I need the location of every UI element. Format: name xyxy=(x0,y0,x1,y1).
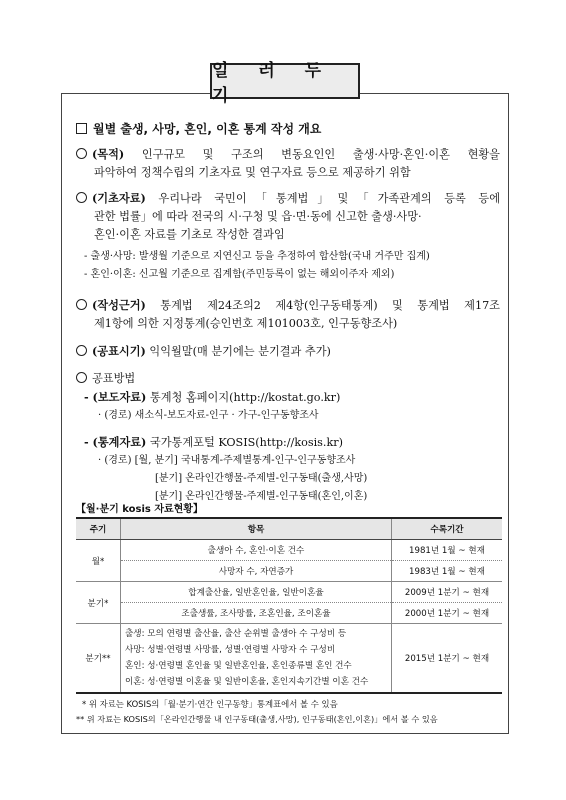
header-period: 주기 xyxy=(76,518,121,540)
kosis-label: - (통계자료) xyxy=(84,435,147,449)
item-line: 혼인: 성·연령별 혼인율 및 일반혼인율, 혼인종류별 혼인 건수 xyxy=(125,661,352,671)
purpose-line2: 파악하여 정책수립의 기초자료 및 연구자료 등으로 제공하기 위함 xyxy=(94,166,411,179)
section-heading: 월별 출생, 사망, 혼인, 이혼 통계 작성 개요 xyxy=(93,122,322,136)
basis-line1: 우리나라 국민이「통계법」및「가족관계의 등록 등에 xyxy=(158,192,501,205)
frame-top-right xyxy=(358,93,508,94)
square-bullet-icon xyxy=(76,123,87,134)
legal-basis-block xyxy=(76,296,500,333)
basis-label: (기초자료) xyxy=(92,191,146,205)
press-text: 통계청 홈페이지(http://kostat.go.kr) xyxy=(149,391,341,404)
footnote-1: * 위 자료는 KOSIS의「월·분기·연간 인구동향」통계표에서 볼 수 있음 xyxy=(82,699,338,709)
item-line: 이혼: 성·연령별 이혼율 및 일반이혼율, 혼인지속기간별 이혼 건수 xyxy=(125,677,369,687)
page-title: 일 러 두 기 xyxy=(212,61,334,106)
circle-bullet-icon xyxy=(76,148,87,159)
circle-bullet-icon xyxy=(76,299,87,310)
legal-label: (작성근거) xyxy=(92,298,146,312)
item-cell: 합계출산율, 일반혼인율, 일반이혼율 xyxy=(121,582,392,603)
title-box xyxy=(210,61,360,106)
kosis-text: 국가통계포털 KOSIS(http://kosis.kr) xyxy=(149,436,343,449)
item-cell-multi xyxy=(121,624,392,694)
kosis-path1: · (경로) [월, 분기] 국내통계-주제별통계-인구-인구동향조사 xyxy=(98,455,356,466)
kosis-data-table xyxy=(76,517,502,694)
release-label: (공표시기) xyxy=(92,344,146,358)
kosis-path2: [분기] 온라인간행물-주제별-인구동태(출생,사망) xyxy=(155,473,368,484)
table-title: 【월·분기 kosis 자료현황】 xyxy=(76,504,203,515)
range-cell: 2009년 1분기 ~ 현재 xyxy=(392,582,503,603)
circle-bullet-icon xyxy=(76,345,87,356)
range-cell: 2015년 1분기 ~ 현재 xyxy=(392,624,503,694)
frame-top-left xyxy=(61,93,210,94)
press-path: · (경로) 새소식-보도자료-인구 · 가구-인구동향조사 xyxy=(98,410,319,421)
item-line: 사망: 성별·연령별 사망률, 성별·연령별 사망자 수 구성비 xyxy=(125,645,336,655)
legal-line2: 제1항에 의한 지정통계(승인번호 제101003호, 인구동향조사) xyxy=(94,317,398,330)
table-row xyxy=(76,561,502,582)
kosis-path3: [분기] 온라인간행물-주제별-인구동태(혼인,이혼) xyxy=(155,491,368,502)
table-row xyxy=(76,582,502,603)
period-quarterly-detail: 분기** xyxy=(76,624,121,694)
table-row xyxy=(76,540,502,561)
item-line: 출생: 모의 연령별 출산율, 출산 순위별 출생아 수 구성비 등 xyxy=(125,629,347,639)
range-cell: 1983년 1월 ~ 현재 xyxy=(392,561,503,582)
period-quarterly: 분기* xyxy=(76,582,121,624)
publication-block xyxy=(76,370,500,506)
item-cell: 사망자 수, 자연증가 xyxy=(121,561,392,582)
release-block xyxy=(76,342,500,361)
table-row xyxy=(76,624,502,694)
footnote-2: ** 위 자료는 KOSIS의「온라인간행물 내 인구동태(출생,사망), 인구동태(혼인,이혼)」에서 볼 수 있음 xyxy=(76,714,438,724)
section-heading-row xyxy=(76,120,500,138)
publication-label: 공표방법 xyxy=(92,372,136,385)
item-cell: 조출생률, 조사망률, 조혼인율, 조이혼율 xyxy=(121,603,392,624)
circle-bullet-icon xyxy=(76,192,87,203)
basis-dash1: - 출생·사망: 발생월 기준으로 지연신고 등을 추정하여 합산함(국내 거주만 집계) xyxy=(84,251,430,262)
release-text: 익익월말(매 분기에는 분기결과 추가) xyxy=(149,345,331,358)
basis-block xyxy=(76,189,500,284)
table-header-row xyxy=(76,518,502,540)
range-cell: 2000년 1분기 ~ 현재 xyxy=(392,603,503,624)
header-item: 항목 xyxy=(121,518,392,540)
range-cell: 1981년 1월 ~ 현재 xyxy=(392,540,503,561)
basis-line2: 관한 법률」에 따라 전국의 시·구청 및 읍·면·동에 신고한 출생·사망· xyxy=(94,210,422,223)
purpose-label: (목적) xyxy=(92,147,125,161)
legal-line1: 통계법 제24조의2 제4항(인구동태통계) 및 통계법 제17조 xyxy=(160,299,500,312)
basis-dash2: - 혼인·이혼: 신고월 기준으로 집계함(주민등록이 없는 해외이주자 제외) xyxy=(84,269,395,280)
basis-line3: 혼인·이혼 자료를 기초로 작성한 결과임 xyxy=(94,228,285,241)
circle-bullet-icon xyxy=(76,372,87,383)
press-label: - (보도자료) xyxy=(84,390,147,404)
table-row xyxy=(76,603,502,624)
header-range: 수록기간 xyxy=(392,518,503,540)
item-cell: 출생아 수, 혼인·이혼 건수 xyxy=(121,540,392,561)
period-monthly: 월* xyxy=(76,540,121,582)
purpose-block xyxy=(76,145,500,182)
purpose-line1: 인구규모 및 구조의 변동요인인 출생·사망·혼인·이혼 현황을 xyxy=(141,148,500,161)
